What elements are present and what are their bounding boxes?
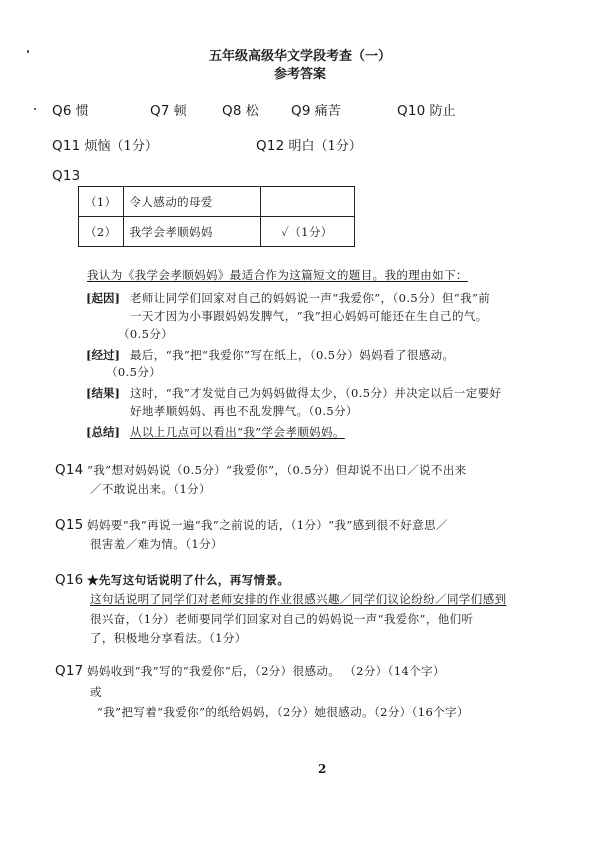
document-title: 五年级高级华文学段考查（一） (208, 49, 391, 64)
section-text: （0.5分） (106, 365, 162, 379)
question-number-q16: Q16 (55, 572, 84, 588)
answer-q10 (397, 100, 456, 119)
answer-q11 (52, 135, 158, 154)
answer-text: 防止 (429, 104, 456, 119)
title-options-table (78, 186, 355, 247)
answer-q8 (222, 100, 259, 119)
section-tag-jingguo: [经过] (86, 348, 120, 362)
q13-intro: 我认为《我学会孝顺妈妈》最适合作为这篇短文的题目。我的理由如下： (87, 268, 468, 282)
option-mark: ✓（1分） (260, 217, 354, 247)
answer-text: “我”把写着“我爱你”的纸给妈妈，（2分）她很感动。（2分）（16个字） (97, 705, 469, 719)
section-tag-zongjie: [总结] (86, 425, 120, 439)
answer-q7 (150, 100, 187, 119)
answer-text: ／不敢说出来。（1分） (90, 482, 211, 496)
page-number: 2 (318, 762, 327, 776)
answer-or: 或 (90, 685, 102, 699)
question-number: Q10 (397, 103, 426, 119)
section-tag-jieguo: [结果] (86, 386, 120, 400)
option-title: 我学会孝顺妈妈 (123, 217, 260, 247)
table-row (79, 187, 355, 217)
answer-text: 妈妈收到“我”写的“我爱你”后，（2分）很感动。 （2分）（14个字） (87, 664, 445, 678)
option-mark (260, 187, 354, 217)
option-index: （2） (79, 217, 124, 247)
question-number-q15: Q15 (55, 517, 84, 533)
answer-text: 惯 (75, 104, 89, 119)
answer-text: 烦恼（1分） (84, 139, 158, 154)
question-number-q14: Q14 (55, 462, 84, 478)
answer-text: 了，积极地分享看法。（1分） (90, 631, 247, 645)
question-number: Q8 (222, 103, 242, 119)
answer-q6 (52, 100, 89, 119)
section-text: 好地孝顺妈妈、再也不乱发脾气。（0.5分） (130, 404, 358, 418)
option-index: （1） (79, 187, 124, 217)
question-number-q17: Q17 (55, 663, 84, 679)
answer-text: “我”想对妈妈说（0.5分）“我爱你”，（0.5分）但却说不出口／说不出来 (87, 463, 467, 477)
section-text: 一天才因为小事跟妈妈发脾气，“我”担心妈妈可能还在生自己的气。 (130, 309, 488, 323)
section-text: 这时，“我”才发觉自己为妈妈做得太少，（0.5分）并决定以后一定要好 (130, 386, 502, 400)
document-subtitle: 参考答案 (273, 67, 326, 82)
question-number: Q12 (256, 138, 285, 154)
answer-text: 很害羞／难为情。（1分） (90, 537, 223, 551)
option-title: 令人感动的母爱 (123, 187, 260, 217)
answer-q9 (291, 100, 341, 119)
section-text: （0.5分） (118, 327, 174, 341)
answer-text: 明白（1分） (288, 139, 362, 154)
table-row (79, 217, 355, 247)
section-text: 老师让同学们回家对自己的妈妈说一声“我爱你”，（0.5分）但“我”前 (130, 291, 491, 305)
question-number: Q7 (150, 103, 170, 119)
answer-instruction: ★先写这句话说明了什么，再写情景。 (87, 573, 290, 587)
answer-text: 痛苦 (314, 104, 341, 119)
answer-text: 这句话说明了同学们对老师安排的作业很感兴趣／同学们议论纷纷／同学们感到 (90, 592, 507, 606)
answer-text: 松 (245, 104, 259, 119)
section-text: 从以上几点可以看出“我”学会孝顺妈妈。 (130, 425, 345, 439)
question-number-q13: Q13 (52, 168, 81, 184)
section-tag-qiyin: [起因] (86, 291, 120, 305)
question-number: Q6 (52, 103, 72, 119)
answer-text: 顿 (173, 104, 187, 119)
scan-speck (34, 108, 36, 110)
answer-text: 很兴奋，（1分）老师要同学们回家对自己的妈妈说一声“我爱你”，他们听 (90, 612, 474, 626)
question-number: Q9 (291, 103, 311, 119)
question-number: Q11 (52, 138, 81, 154)
answer-q12 (256, 135, 362, 154)
answer-text: 妈妈要“我”再说一遍“我”之前说的话，（1分）“我”感到很不好意思／ (87, 518, 448, 532)
section-text: 最后，“我”把“我爱你”写在纸上，（0.5分）妈妈看了很感动。 (130, 348, 455, 362)
